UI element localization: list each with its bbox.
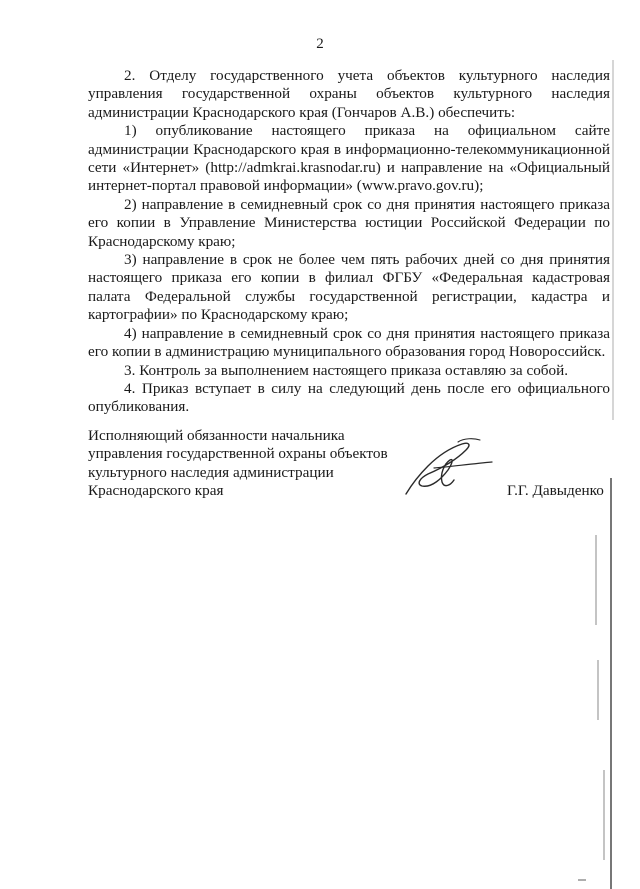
paragraph-4: 4. Приказ вступает в силу на следующий день после его официального опубликования. [88,379,610,416]
signatory-title-line: культурного наследия администрации [88,463,334,481]
signatory-title-line: Краснодарского края [88,482,224,500]
handwritten-signature [398,434,498,504]
signatory-title-line: управления государственной охраны объектов [88,445,388,463]
paragraph-2: 2. Отделу государственного учета объектов культурного наследия управления государственной охраны объектов культурного наследия администрации Краснодарского края (Гончаров А.В.) обеспечить: [88,67,610,121]
subparagraph-2: 2) направление в семидневный срок со дня принятия настоящего приказа его копии в Управление Министерства юстиции Российской Федерации по Краснодарскому краю; [88,195,610,250]
signatory-title-line: Исполняющий обязанности начальника [88,427,345,444]
paragraph-3: 3. Контроль за выполнением настоящего приказа оставляю за собой. [124,361,569,379]
signatory-name: Г.Г. Давыденко [507,482,604,499]
subparagraph-4: 4) направление в семидневный срок со дня принятия настоящего приказа его копии в администрацию муниципального образования город Новороссийск. [88,324,610,361]
document-body [88,67,610,417]
subparagraph-3: 3) направление в срок не более чем пять рабочих дней со дня принятия настоящего приказа его копии в филиал ФГБУ «Федеральная кадастровая палата Федеральной службы государственной регистрации, кадастра и картографии» по Краснодарскому краю; [88,251,610,324]
subparagraph-1: 1) опубликование настоящего приказа на официальном сайте администрации Краснодарского края в информационно-телекоммуникационной сети «Интернет» (http://admkrai.krasnodar.ru) и направление на «Официальный интернет-портал правовой информации» (www.pravo.gov.ru); [88,122,610,195]
page-number: 2 [316,36,324,52]
signatory-title [88,427,388,501]
